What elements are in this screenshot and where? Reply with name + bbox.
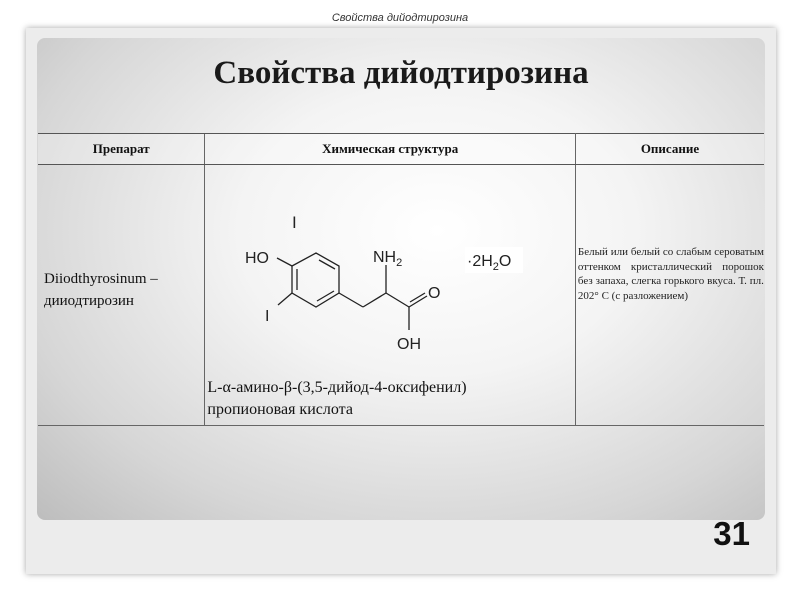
hydrate-subscript: 2 (493, 261, 500, 273)
slide-title: Свойства дийодтирозина (213, 55, 589, 91)
page-number: 31 (713, 515, 750, 552)
drug-cell (38, 165, 205, 426)
description-cell (575, 165, 764, 426)
iodine-top-label: I (292, 213, 298, 232)
hydrate-prefix: ·2H (467, 253, 494, 270)
header-drug: Препарат (38, 134, 205, 165)
amine-subscript: 2 (396, 257, 403, 269)
drug-latin-name: Diiodthyrosinum – (44, 271, 158, 287)
iodine-bottom-label: I (265, 308, 270, 325)
header-description: Описание (575, 134, 764, 165)
hydrate-suffix: O (499, 253, 512, 270)
properties-table (38, 133, 764, 426)
header-structure: Химическая структура (205, 134, 576, 165)
chemical-name-line2: пропионовая кислота (207, 401, 353, 418)
description-text: Белый или белый со слабым сероватым оттенком кристаллический порошок без запаха, слегка горького вкуса. Т. пл. 202° С (с разложением) (577, 246, 764, 302)
amine-text: NH (373, 249, 397, 266)
table-row (38, 165, 764, 426)
carbonyl-oxygen-label: O (428, 285, 441, 302)
structural-formula (235, 165, 575, 370)
molecule-bonds (277, 253, 427, 330)
drug-name (44, 268, 158, 312)
hydroxyl-label: HO (245, 250, 270, 267)
acid-hydroxyl-label: OH (397, 336, 422, 353)
amine-label (373, 249, 402, 269)
drug-russian-name: дииодтирозин (44, 293, 134, 309)
chemical-name (207, 377, 466, 421)
structure-cell (205, 165, 576, 426)
table-header-row (38, 134, 764, 165)
header-caption: Свойства дийодтирозина (331, 12, 469, 24)
chemical-name-line1: L-α-амино-β-(3,5-дийод-4-оксифенил) (207, 379, 467, 396)
